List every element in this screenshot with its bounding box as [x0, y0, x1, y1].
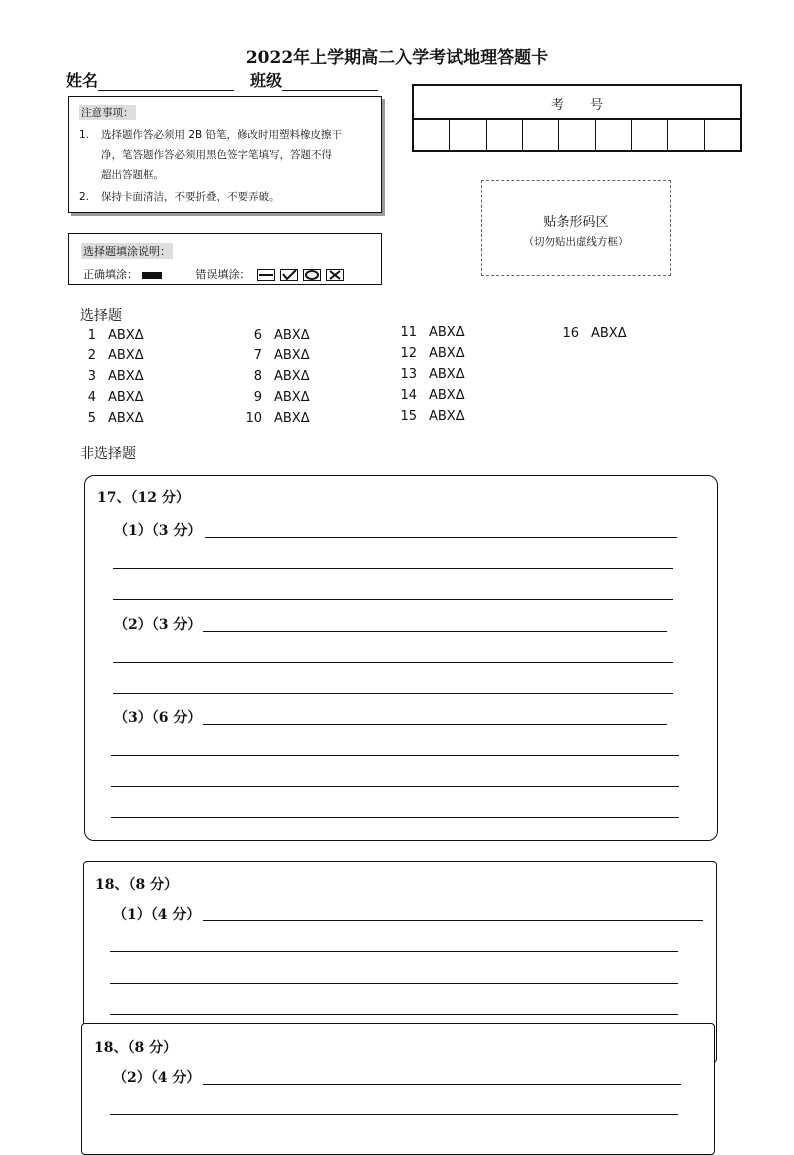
choice-number: 11: [400, 325, 417, 340]
choice-number: 7: [253, 348, 262, 363]
choice-heading: 选择题: [80, 308, 122, 324]
answer-line[interactable]: [113, 693, 673, 694]
choice-number: 6: [253, 328, 262, 343]
choice-options[interactable]: ABXΔ: [108, 328, 144, 343]
choice-options[interactable]: ABXΔ: [108, 348, 144, 363]
correct-fill-label: 正确填涂：: [83, 268, 138, 281]
choice-question: [74, 328, 144, 343]
choice-question: [395, 388, 465, 403]
choice-options[interactable]: ABXΔ: [108, 369, 144, 384]
answer-line[interactable]: [113, 662, 673, 663]
choice-options[interactable]: ABXΔ: [274, 348, 310, 363]
choice-question: [74, 369, 144, 384]
choice-question: [395, 325, 465, 340]
question-18-title-b: 18、（8 分）: [94, 1040, 178, 1056]
wrong-check-mark: [280, 269, 298, 281]
exam-number-cell[interactable]: [668, 120, 704, 152]
answer-line[interactable]: [113, 599, 673, 600]
question-18-part-2: （2）（4 分）: [113, 1070, 201, 1086]
fill-instructions: [68, 233, 382, 285]
question-18-part-1: （1）（4 分）: [113, 907, 201, 923]
exam-number-box: [412, 84, 742, 152]
choice-options[interactable]: ABXΔ: [429, 346, 465, 361]
question-17-part-3: （3）（6 分）: [114, 710, 202, 726]
answer-line[interactable]: [111, 755, 679, 756]
answer-line[interactable]: [111, 786, 679, 787]
wrong-circle-mark: [303, 269, 321, 281]
exam-number-cell[interactable]: [523, 120, 559, 152]
choice-options[interactable]: ABXΔ: [429, 367, 465, 382]
choice-question: [240, 369, 310, 384]
choice-question: [395, 367, 465, 382]
notice-heading: 注意事项：: [81, 107, 134, 119]
choice-number: 10: [245, 411, 262, 426]
notice-item: 1. 选择题作答必须用 2B 铅笔，修改时用塑料橡皮擦干 净，笔答题作答必须用黑色签字笔填写，答题不得 超出答题框。: [79, 129, 343, 181]
choice-question: [395, 346, 465, 361]
choice-options[interactable]: ABXΔ: [108, 390, 144, 405]
choice-options[interactable]: ABXΔ: [429, 325, 465, 340]
choice-question: [395, 409, 465, 424]
choice-question: [240, 411, 310, 426]
exam-number-label: 考 号: [550, 98, 603, 113]
wrong-dash-mark: [257, 269, 275, 281]
page-title: 2022年上学期高二入学考试地理答题卡: [245, 48, 549, 68]
choice-number: 3: [87, 369, 96, 384]
nonchoice-heading: 非选择题: [80, 446, 136, 462]
answer-line[interactable]: [110, 1014, 678, 1015]
choice-number: 8: [253, 369, 262, 384]
choice-options[interactable]: ABXΔ: [591, 326, 627, 341]
choice-number: 5: [87, 411, 96, 426]
name-field[interactable]: [98, 74, 234, 91]
barcode-area: [481, 180, 671, 276]
choice-question: [240, 328, 310, 343]
choice-number: 13: [400, 367, 417, 382]
choice-options[interactable]: ABXΔ: [274, 390, 310, 405]
class-field[interactable]: [282, 74, 378, 91]
choice-number: 16: [562, 326, 579, 341]
answer-line[interactable]: [110, 983, 678, 984]
question-17-part-2: （2）（3 分）: [114, 617, 202, 633]
choice-number: 12: [400, 346, 417, 361]
answer-line[interactable]: [110, 951, 678, 952]
answer-line[interactable]: [203, 1084, 681, 1085]
choice-question: [74, 348, 144, 363]
class-row: [250, 68, 378, 91]
answer-line[interactable]: [110, 1114, 678, 1115]
exam-number-cell[interactable]: [596, 120, 632, 152]
choice-options[interactable]: ABXΔ: [274, 411, 310, 426]
answer-line[interactable]: [113, 568, 673, 569]
name-row: [66, 68, 234, 91]
exam-number-cell[interactable]: [450, 120, 486, 152]
exam-number-grid: [414, 118, 740, 152]
choice-number: 15: [400, 409, 417, 424]
choice-number: 4: [87, 390, 96, 405]
barcode-note: （切勿贴出虚线方框）: [523, 236, 629, 248]
choice-number: 2: [87, 348, 96, 363]
choice-number: 14: [400, 388, 417, 403]
exam-number-cell[interactable]: [632, 120, 668, 152]
choice-options[interactable]: ABXΔ: [108, 411, 144, 426]
wrong-cross-mark: [326, 269, 344, 281]
choice-options[interactable]: ABXΔ: [429, 388, 465, 403]
choice-options[interactable]: ABXΔ: [429, 409, 465, 424]
choice-question: [74, 411, 144, 426]
fill-heading: 选择题填涂说明：: [83, 245, 171, 258]
question-17-title: 17、（12 分）: [97, 490, 190, 506]
choice-question: [74, 390, 144, 405]
exam-number-cell[interactable]: [705, 120, 740, 152]
choice-number: 1: [87, 328, 96, 343]
correct-fill-mark: [142, 272, 162, 279]
choice-options[interactable]: ABXΔ: [274, 328, 310, 343]
barcode-title: 贴条形码区: [543, 215, 609, 230]
choice-number: 9: [253, 390, 262, 405]
answer-line[interactable]: [205, 537, 677, 538]
answer-line[interactable]: [203, 631, 667, 632]
exam-number-cell[interactable]: [487, 120, 523, 152]
question-17-part-1: （1）（3 分）: [114, 523, 202, 539]
answer-line[interactable]: [203, 920, 703, 921]
choice-question: [240, 390, 310, 405]
choice-question: [557, 326, 627, 341]
choice-options[interactable]: ABXΔ: [274, 369, 310, 384]
name-label: 姓名: [66, 71, 99, 90]
notice-item: 2. 保持卡面清洁，不要折叠，不要弄破。: [79, 191, 280, 203]
wrong-fill-label: 错误填涂：: [195, 268, 251, 281]
exam-number-cell[interactable]: [559, 120, 595, 152]
exam-number-cell[interactable]: [414, 120, 450, 152]
answer-line[interactable]: [203, 724, 667, 725]
answer-line[interactable]: [111, 817, 679, 818]
notice-box: [68, 96, 382, 213]
question-18-title-a: 18、（8 分）: [95, 877, 179, 893]
choice-question: [240, 348, 310, 363]
class-label: 班级: [250, 71, 283, 90]
